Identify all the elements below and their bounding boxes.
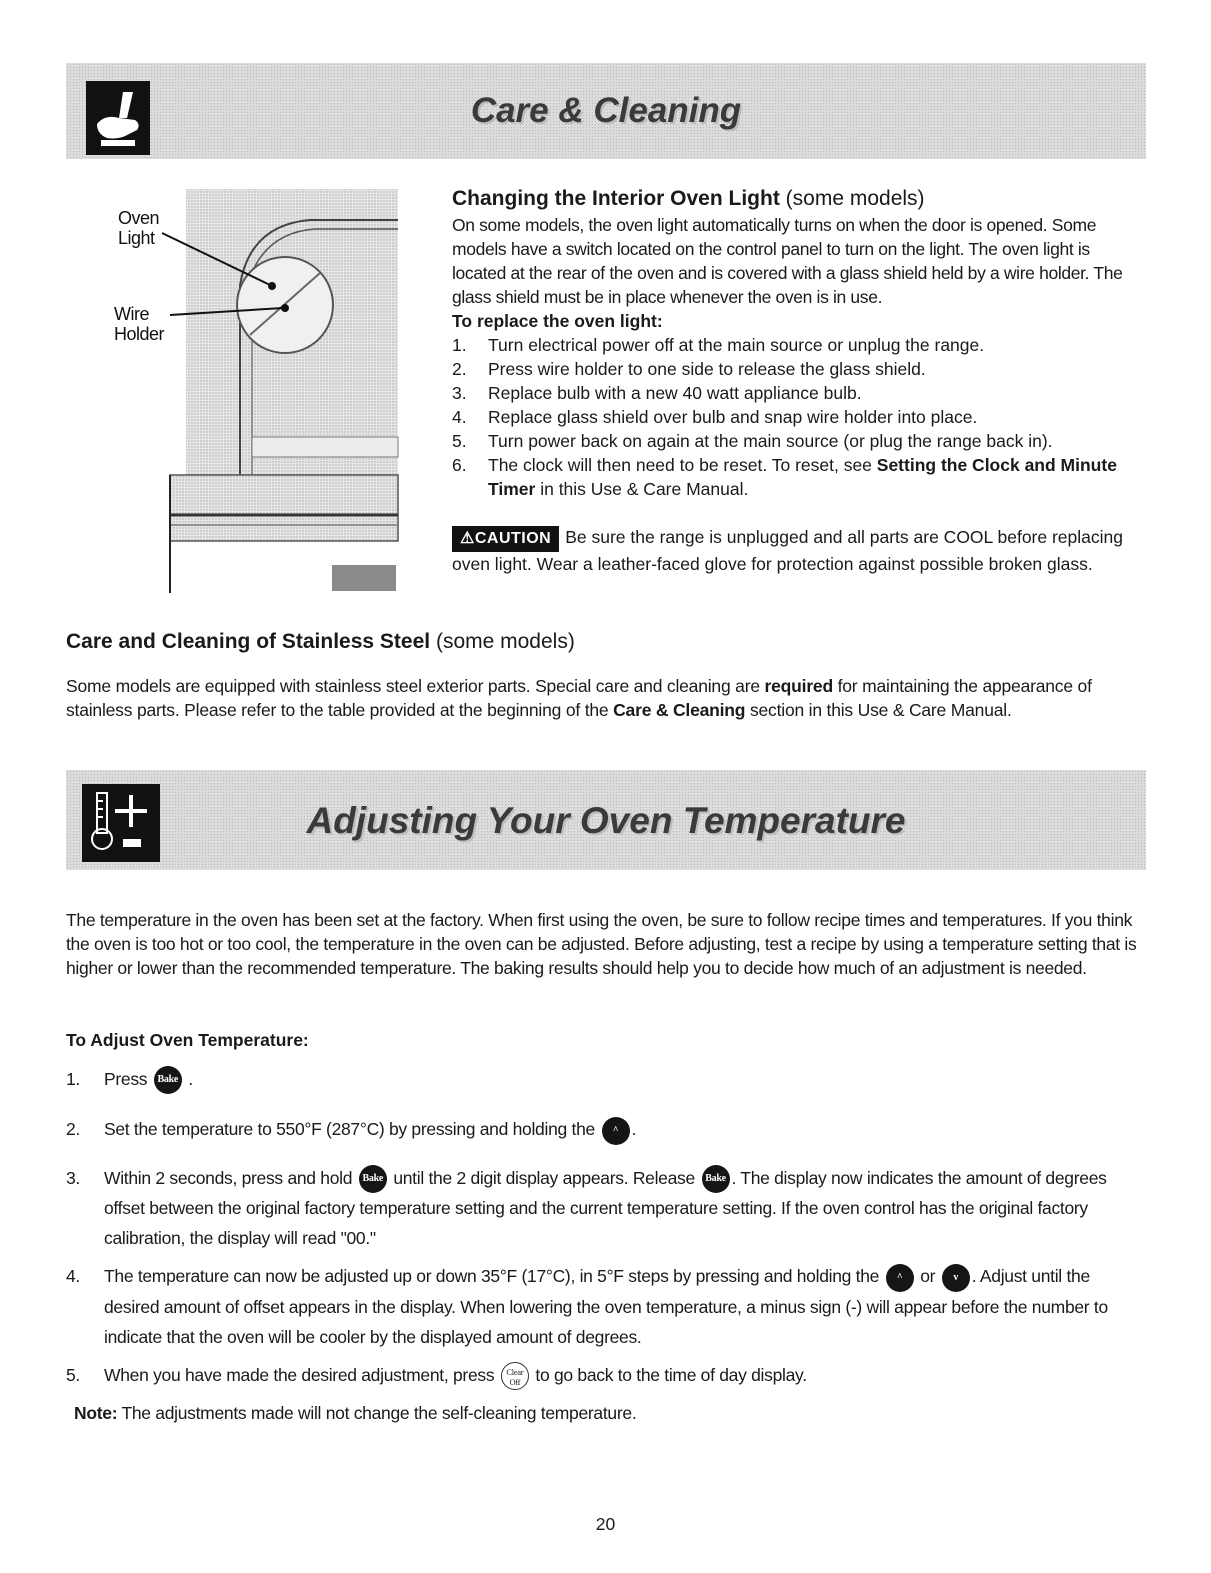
list-item: 4. The temperature can now be adjusted up or down 35°F (17°C), in 5°F steps by pressing and holding the ^ or v . Adjust until the desired amount of offset appears in the display. When lowering the oven temperature, a minus sign (-) will appear before the number to indicate that the oven will be cooler by the displayed amount of degrees. xyxy=(66,1261,1148,1351)
banner-title: Adjusting Your Oven Temperature xyxy=(306,800,906,841)
page-number: 20 xyxy=(595,1514,616,1534)
care-cleaning-banner xyxy=(66,63,1146,159)
bake-button: Bake xyxy=(702,1165,730,1193)
list-item: 6. The clock will then need to be reset. To reset, see Setting the Clock and Minute Timer in this Use & Care Manual. xyxy=(452,455,1117,499)
stainless-section xyxy=(66,628,1146,722)
list-item: 5. Turn power back on again at the main source (or plug the range back in). xyxy=(452,431,1053,451)
up-arrow-button: ^ xyxy=(886,1264,914,1292)
list-item: 1. Turn electrical power off at the main source or unplug the range. xyxy=(452,335,985,355)
replace-light-steps xyxy=(452,333,1144,501)
oven-light-heading: Changing the Interior Oven Light (some models) xyxy=(452,187,925,210)
temperature-intro: The temperature in the oven has been set at the factory. When first using the oven, be sure to follow recipe times and temperatures. If you think the oven is too hot or too cool, the temperature in the oven can be adjusted. Before adjusting, test a recipe by using a temperature setting that is higher or lower than the recommended temperature. The baking results should help you to decide how much of an adjustment is needed. xyxy=(66,910,1137,978)
caution-badge: ⚠CAUTION xyxy=(452,526,559,552)
warning-icon: ⚠ xyxy=(460,530,475,547)
bake-button: Bake xyxy=(154,1066,182,1094)
wire-holder-label: Wire Holder xyxy=(114,304,165,344)
adjust-temperature-subheading: To Adjust Oven Temperature: xyxy=(66,1030,309,1050)
oven-light-label: Oven Light xyxy=(118,208,160,248)
list-item: 3. Within 2 seconds, press and hold Bake until the 2 digit display appears. Release Bake . The display now indicates the amount of degrees offset between the original factory temperature setting and the current temperature setting. If the oven control has the original factory calibration, the display will read "00." xyxy=(66,1163,1148,1253)
oven-light-intro: On some models, the oven light automatically turns on when the door is opened. Some models have a switch located on the control panel to turn on the light. The oven light is located at the rear of the oven and is covered with a glass shield held by a wire holder. The glass shield must be in place whenever the oven is in use. xyxy=(452,215,1123,307)
oven-light-section xyxy=(452,185,1144,576)
adjust-temperature-steps xyxy=(66,1064,1148,1428)
stainless-heading: Care and Cleaning of Stainless Steel (some models) xyxy=(66,630,575,653)
list-item: 5. When you have made the desired adjustment, press Clear Off to go back to the time of day display. xyxy=(66,1360,1148,1390)
banner-title: Care & Cleaning xyxy=(470,91,742,130)
list-item: 2. Set the temperature to 550°F (287°C) by pressing and holding the ^ . xyxy=(66,1114,1148,1144)
list-item: 1. Press Bake . xyxy=(66,1064,1148,1094)
clear-off-button: Clear Off xyxy=(501,1362,529,1390)
adjusting-temperature-banner xyxy=(66,770,1146,870)
stainless-text: Some models are equipped with stainless steel exterior parts. Special care and cleaning are required for maintaining the appearance of stainless parts. Please refer to the table provided at the beginning of the Care & Cleaning section in this Use & Care Manual. xyxy=(66,676,1092,720)
list-item: 3. Replace bulb with a new 40 watt appliance bulb. xyxy=(452,383,862,403)
replace-light-subheading: To replace the oven light: xyxy=(452,311,663,331)
caution-block: ⚠CAUTION Be sure the range is unplugged and all parts are COOL before replacing oven light. Wear a leather-faced glove for protection against possible broken glass. xyxy=(452,527,1123,574)
list-item: 2. Press wire holder to one side to release the glass shield. xyxy=(452,359,926,379)
down-arrow-button: v xyxy=(942,1264,970,1292)
up-arrow-button: ^ xyxy=(602,1117,630,1145)
note: Note: The adjustments made will not change the self-cleaning temperature. xyxy=(74,1402,637,1423)
bake-button: Bake xyxy=(359,1165,387,1193)
list-item: 4. Replace glass shield over bulb and snap wire holder into place. xyxy=(452,407,978,427)
